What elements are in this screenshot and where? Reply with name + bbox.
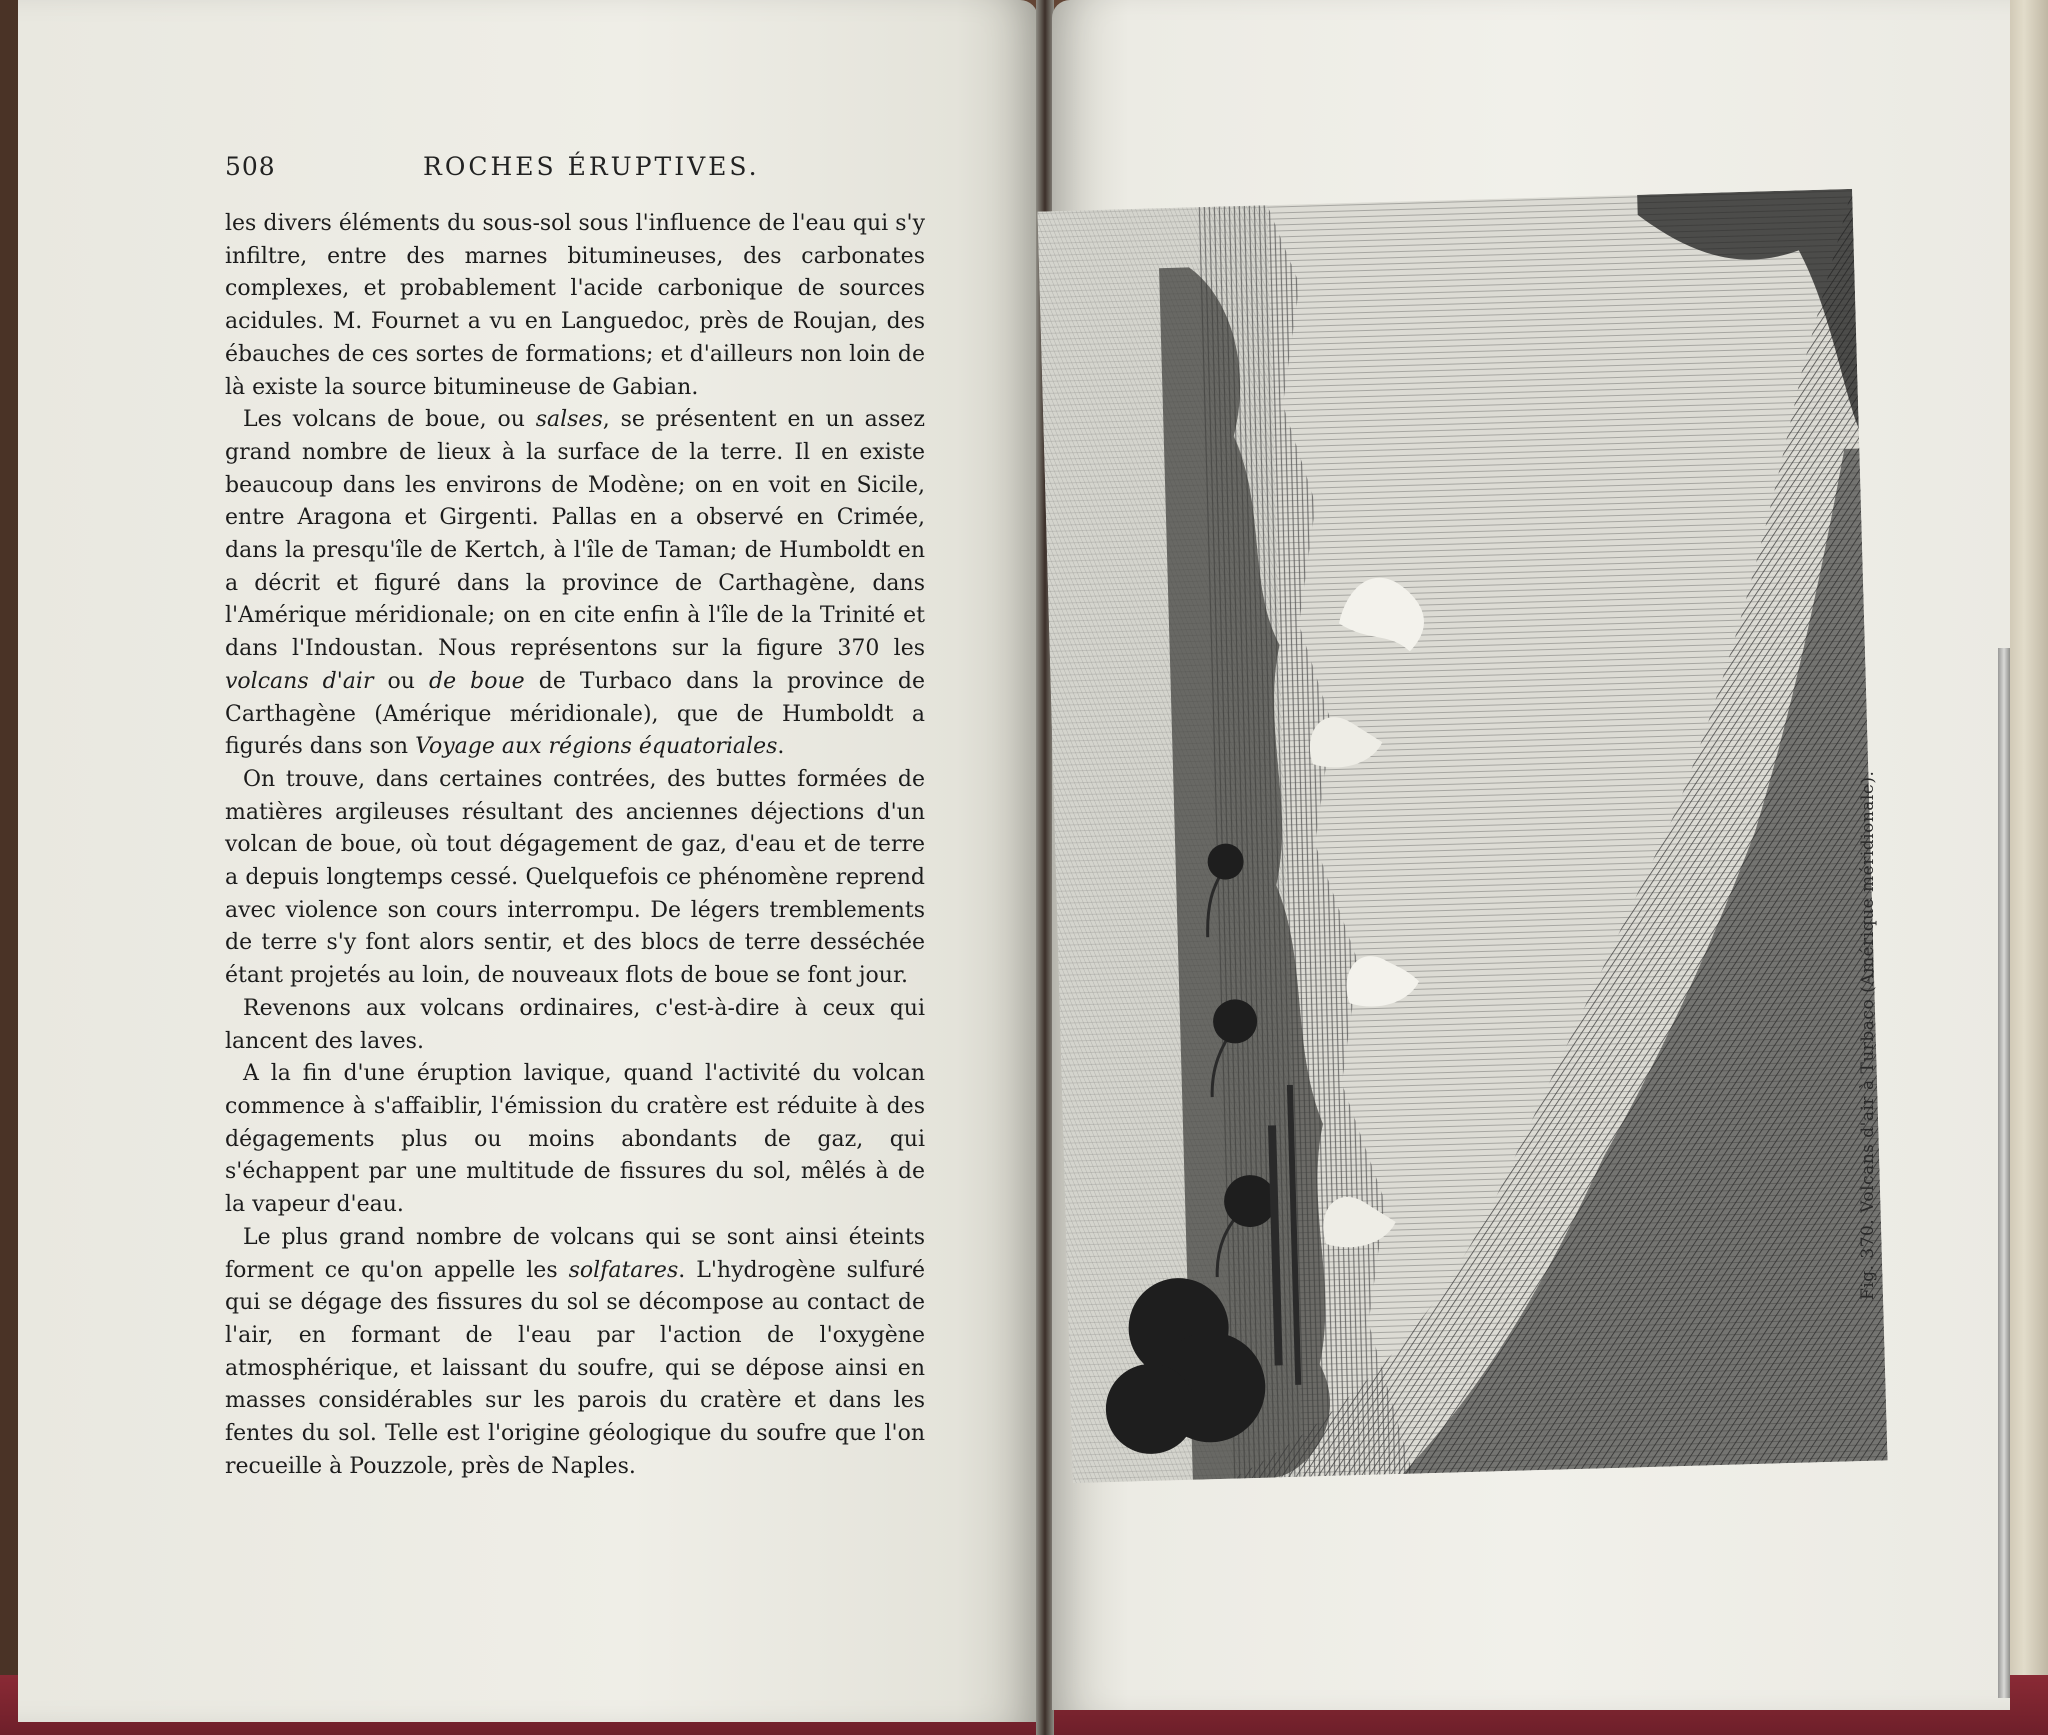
figure-caption: Fig. 370. Volcans d'air à Turbaco (Amérique méridionale). [1858, 770, 1878, 1300]
paragraph [225, 1058, 925, 1222]
volcano-engraving [1037, 189, 1887, 1483]
text-run: . [777, 734, 785, 760]
paragraph [225, 404, 925, 764]
italic-text: solfatares [568, 1257, 679, 1283]
book-block-edge [2008, 0, 2048, 1735]
italic-text: volcans d'air [225, 668, 374, 694]
paragraph [225, 764, 925, 993]
text-run: A la fin d'une éruption lavique, quand l'activité du volcan commence à s'affaiblir, l'émission du cratère est réduite à des dégagements plus ou moins abondants de gaz, qui s'échappent par une multitude de fissures du sol, mêlés à de la vapeur d'eau. [225, 1061, 925, 1218]
figure-370-illustration [1037, 189, 1887, 1483]
text-run: On trouve, dans certaines contrées, des buttes formées de matières argileuses résultant des anciennes déjections d'un volcan de boue, où tout dégagement de gaz, d'eau et de terre a depuis longtemps cessé. Quelquefois ce phénomène reprend avec violence son cours interrompu. De légers tremblements de terre s'y font alors sentir, et des blocs de terre desséchée étant projetés au loin, de nouveaux flots de boue se font jour. [225, 766, 925, 989]
paragraph [225, 993, 925, 1058]
text-run: de Turbaco dans la province de Carthagène (Amérique méridionale), que de Humboldt a figurés dans son [225, 668, 925, 760]
italic-text: salses [535, 407, 603, 433]
text-run: Les volcans de boue, ou [243, 407, 536, 433]
page-number: 508 [225, 152, 276, 181]
paragraph [225, 208, 925, 404]
text-run: Le plus grand nombre de volcans qui se sont ainsi éteints forment ce qu'on appelle les [225, 1224, 925, 1283]
body-text [225, 208, 925, 1483]
text-run: , se présentent en un assez grand nombre de lieux à la surface de la terre. Il en existe beaucoup dans les environs de Modène; on en voit en Sicile, entre Aragona et Girgenti. Pallas en a observé en Crimée, dans la presqu'île de Kertch, à l'île de Taman; de Humboldt en a décrit et figuré dans la province de Carthagène, dans l'Amérique méridionale; on en cite enfin à l'île de la Trinité et dans l'Indoustan. Nous représentons sur la figure 370 les [225, 407, 925, 662]
text-run: Revenons aux volcans ordinaires, c'est-à-dire à ceux qui lancent des laves. [225, 995, 925, 1054]
running-head [225, 152, 925, 192]
text-run: . L'hydrogène sulfuré qui se dégage des fissures du sol se décompose au contact de l'air, en formant de l'eau par l'action de l'oxygène atmosphérique, et laissant du soufre, qui se dépose ainsi en masses considérables sur les parois du cratère et dans les fentes du sol. Telle est l'origine géologique du soufre que l'on recueille à Pouzzole, près de Naples. [225, 1257, 925, 1479]
page-heading: ROCHES ÉRUPTIVES. [423, 152, 760, 181]
text-run: les divers éléments du sous-sol sous l'influence de l'eau qui s'y infiltre, entre des marnes bitumineuses, des carbonates complexes, et probablement l'acide carbonique de sources acidules. M. Fournet a vu en Languedoc, près de Roujan, des ébauches de ces sortes de formations; et d'ailleurs non loin de là existe la source bitumineuse de Gabian. [225, 211, 925, 400]
paragraph [225, 1222, 925, 1484]
italic-text: Voyage aux régions équatoriales [415, 734, 778, 760]
bookmark-ribbon [1998, 648, 2010, 1698]
text-run: ou [373, 668, 429, 694]
italic-text: de boue [429, 668, 525, 694]
